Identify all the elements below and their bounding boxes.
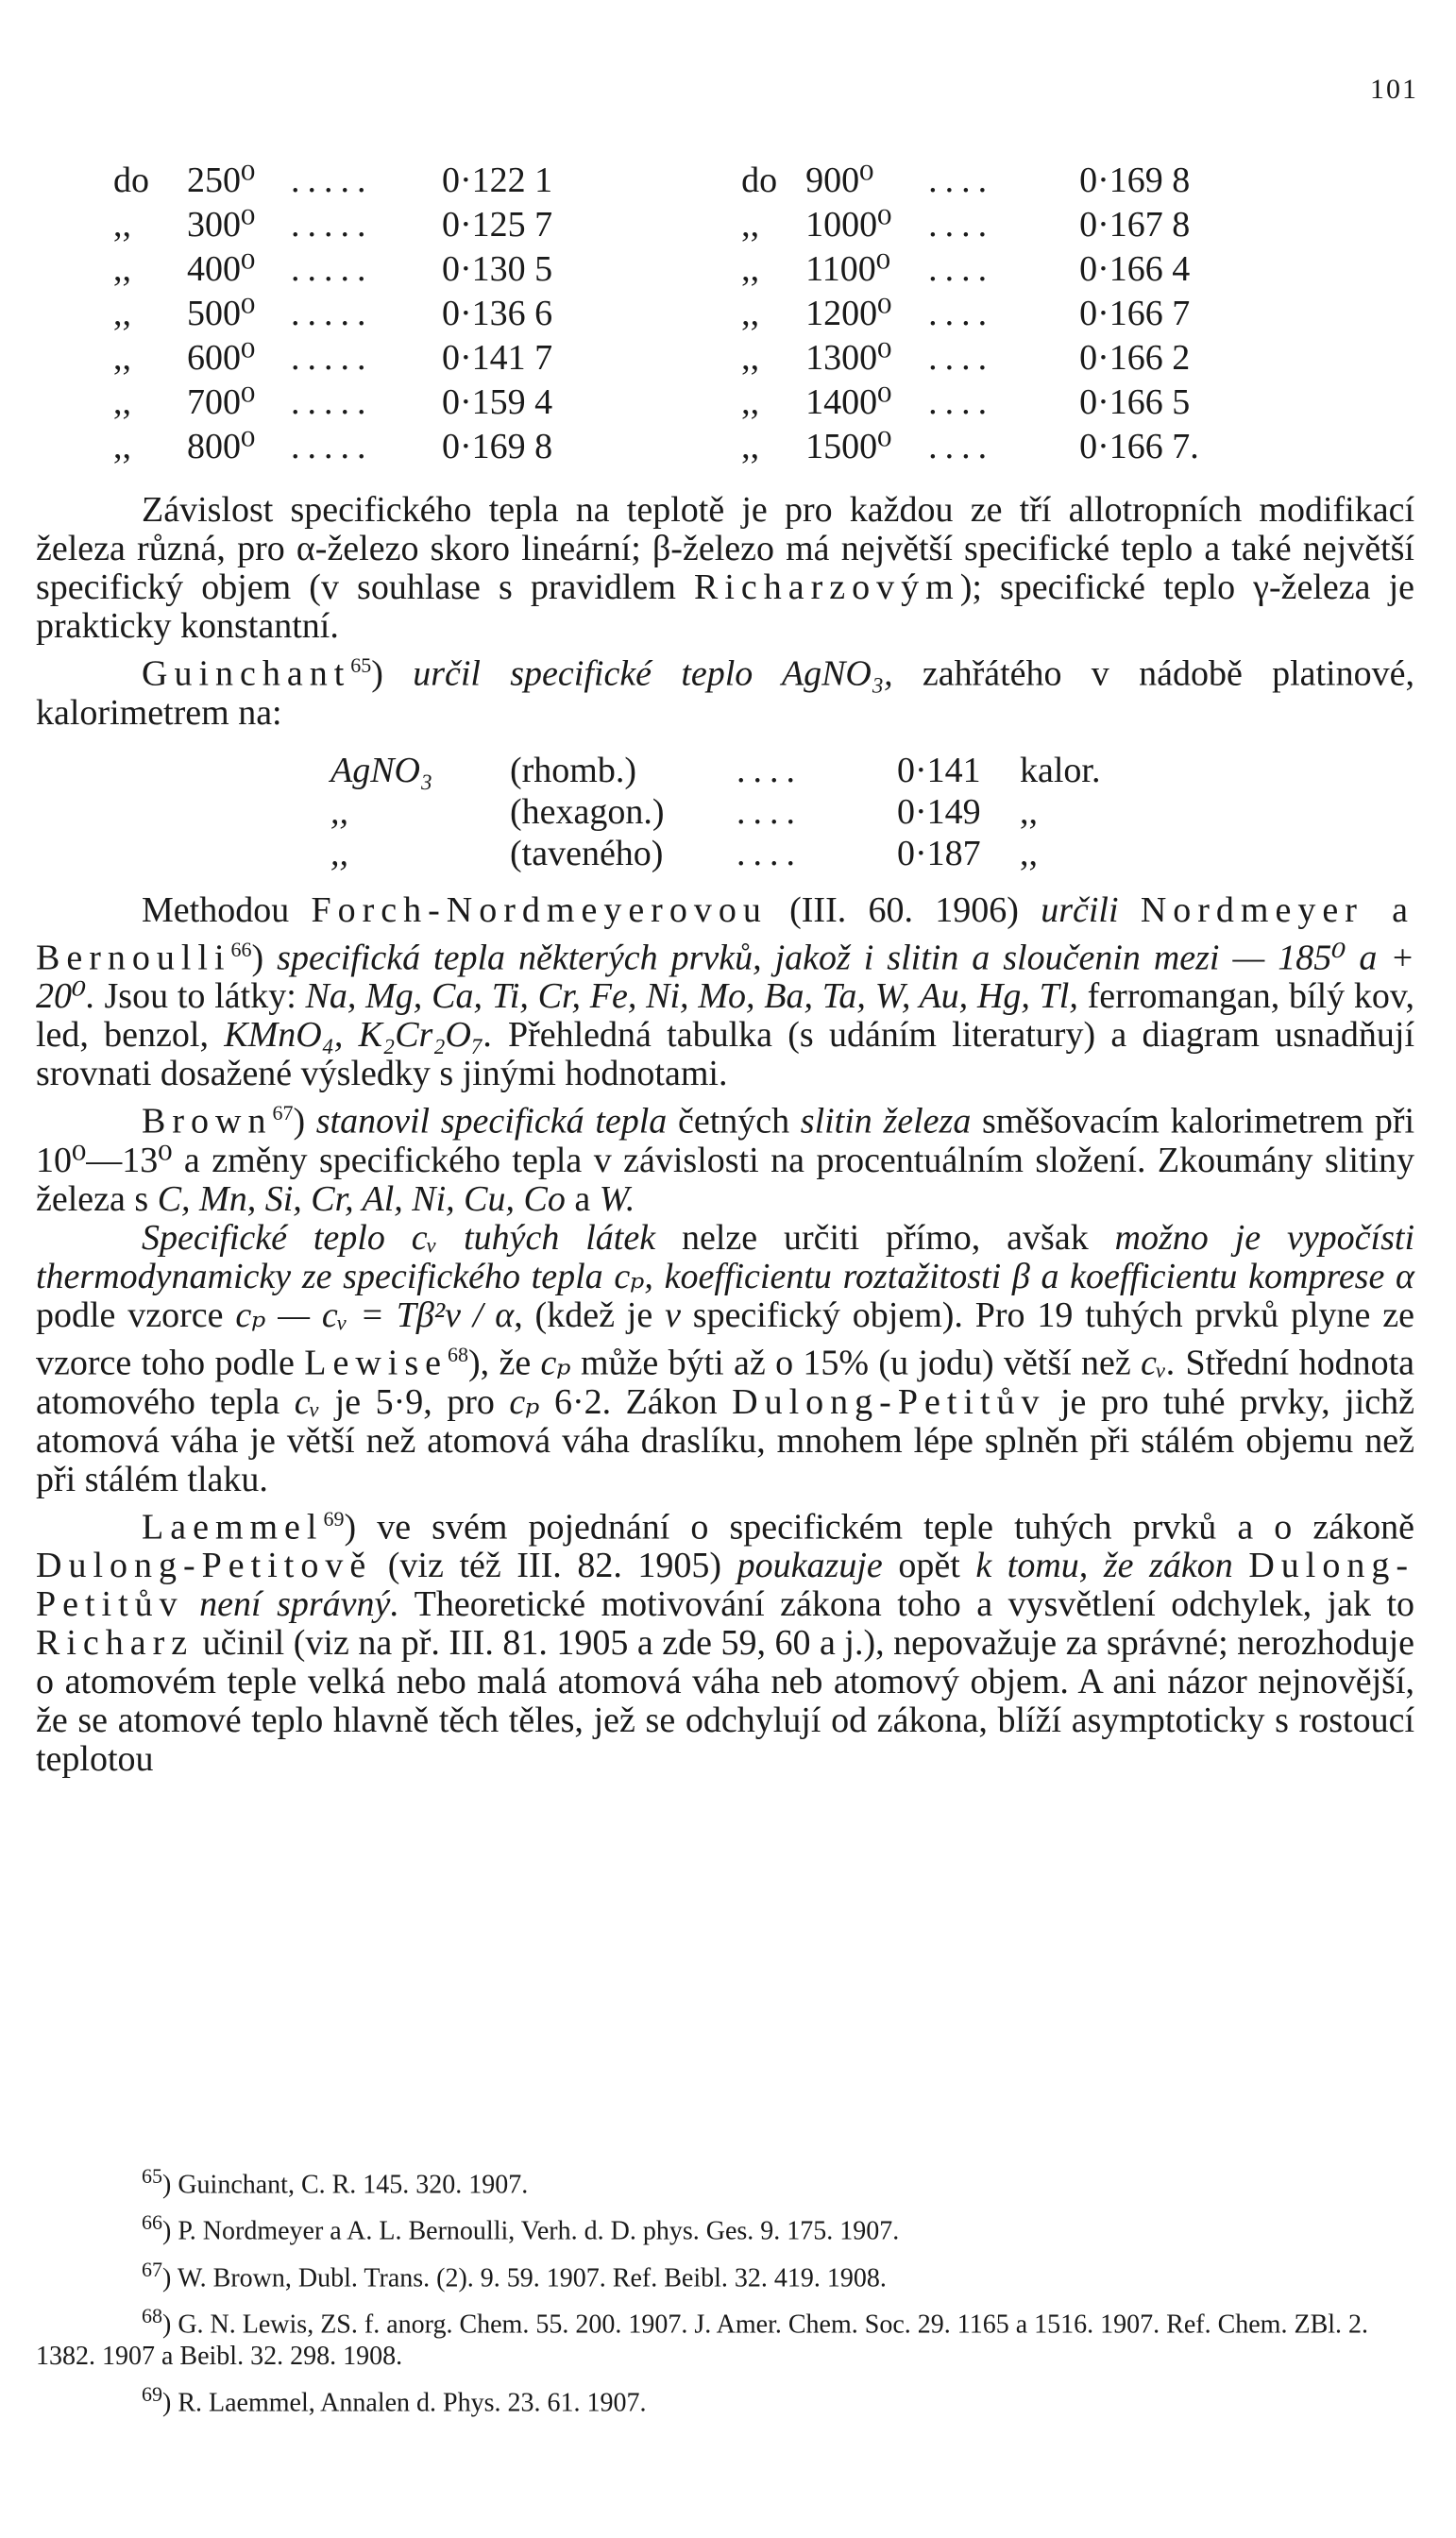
table-left-column (113, 159, 552, 469)
text-span: Theoretické motivování zákona toho a vysvětlení odchylek, jak to (398, 1584, 1415, 1625)
table-row (741, 159, 1199, 203)
paragraph-brown (36, 1093, 1414, 1219)
row-prefix: ,, (113, 382, 131, 422)
emphasis-text: určili (1041, 889, 1119, 930)
footnote-number: 66 (142, 2210, 162, 2235)
agno3-table (330, 750, 1414, 874)
table-row (113, 336, 552, 381)
row-dots: ..... (291, 338, 374, 378)
footnote-text: ) P. Nordmeyer a A. L. Bernoulli, Verh. d. D. phys. Ges. 9. 175. 1907. (162, 2216, 900, 2246)
emphasis-text: cₚ (509, 1381, 540, 1422)
emphasis-text: Specifické teplo cᵥ tuhých látek (142, 1217, 656, 1258)
footnote-text: ) Guinchant, C. R. 145. 320. 1907. (162, 2170, 529, 2200)
table-row (330, 750, 1414, 791)
text-span: je pro tuhé prvky, jichž atomová váha je větší než atomová váha draslíku, mnohem lépe splněn při stálém objemu než při stálém tlaku. (36, 1381, 1414, 1499)
table-row (330, 791, 1414, 833)
modification: (hexagon.) (510, 791, 665, 832)
row-dots: ..... (291, 249, 374, 289)
row-value: 0·122 1 (442, 161, 553, 200)
table-row (741, 203, 1199, 247)
text-span: a (565, 1178, 600, 1219)
text-span: ) (293, 1101, 316, 1142)
emphasis-text: KMnO₄, K₂Cr₂O₇. (224, 1015, 493, 1056)
row-value: 0·149 (897, 791, 981, 832)
table-row (741, 425, 1199, 469)
footnote (36, 2160, 1414, 2201)
text-span (184, 1584, 199, 1624)
table-row (113, 203, 552, 247)
text-span: zahřátého v nádobě platinové, kalorimetrem na: (36, 653, 1414, 733)
row-dots: ..... (291, 294, 374, 333)
table-row (741, 247, 1199, 292)
text-span: Přehledná tabulka (s udáním literatury) a diagram usnadňují srovnati dosažené výsledky s jinými hodnotami. (36, 1015, 1415, 1094)
footnote (36, 2254, 1414, 2294)
row-prefix: ,, (113, 338, 131, 378)
paragraph-laemmel (36, 1499, 1414, 1780)
emphasis-text: k tomu, že zákon (975, 1546, 1233, 1586)
emphasis-text: v (665, 1294, 681, 1335)
footnote-text: ) R. Laemmel, Annalen d. Phys. 23. 61. 1907. (162, 2388, 647, 2418)
text-span: , (kdež je (514, 1294, 666, 1335)
row-temperature: 1100⁰ (805, 249, 890, 289)
text-span: ferromangan, bílý kov, led, benzol, (36, 976, 1414, 1056)
formula: cₚ — cᵥ = Tβ²v / α (235, 1294, 515, 1335)
footnote (36, 2207, 1414, 2247)
emphasis-text: C, Mn, Si, Cr, Al, Ni, Cu, Co (157, 1178, 566, 1219)
row-temperature: 250⁰ (187, 161, 256, 200)
row-prefix: ,, (113, 294, 131, 333)
emphasis-text: není správný. (199, 1584, 399, 1625)
text-span: ) (251, 938, 278, 978)
row-value: 0·166 7. (1079, 427, 1199, 466)
table-row (741, 336, 1199, 381)
text-span: Střední hodnota atomového tepla (36, 1343, 1414, 1422)
text-span: ) (371, 653, 414, 694)
row-prefix: ,, (113, 205, 131, 245)
emphasis-text: W. (599, 1178, 635, 1219)
paragraph-iron-allotropes (36, 491, 1414, 646)
author-name: Brown (142, 1101, 273, 1142)
row-prefix: ,, (741, 338, 760, 378)
footnote-text: ) G. N. Lewis, ZS. f. anorg. Chem. 55. 200. 1907. J. Amer. Chem. Soc. 29. 1165 a 1516. 1907. Ref. Chem. ZBl. 2. 1382. 1907 a Beibl. 32. 298. 1908. (36, 2310, 1369, 2372)
modification: (rhomb.) (510, 750, 637, 790)
emphasis-text: slitin železa (800, 1101, 972, 1142)
text-span: specifický objem). Pro 19 tuhých prvků plyne ze vzorce toho podle (36, 1294, 1414, 1383)
paragraph-guinchant (36, 646, 1414, 733)
row-value: 0·141 7 (442, 338, 553, 378)
text-span: četných (667, 1101, 801, 1142)
row-value: 0·166 2 (1079, 338, 1191, 378)
row-value: 0·125 7 (442, 205, 553, 245)
row-temperature: 1500⁰ (805, 427, 892, 466)
row-dots: .... (736, 750, 803, 790)
text-span: směšovacím kalorimetrem při 10⁰—13⁰ a změny specifického tepla v závislosti na procentuálním složení. Zkoumány slitiny železa s (36, 1101, 1415, 1219)
footnote-ref: 65 (350, 653, 372, 677)
footnote-ref: 67 (272, 1101, 294, 1125)
emphasis-text: poukazuje (736, 1546, 883, 1586)
footnotes (36, 2160, 1414, 2426)
table-row (113, 381, 552, 425)
text-span: Závislost specifického tepla na teplotě je pro každou ze tří allotropních modifikací železa různá, pro α-železo skoro lineární; β-železo má největší specifické teplo a také největší specifický objem (v souhlase s pravidlem (36, 490, 1414, 607)
row-dots: .... (928, 338, 995, 378)
row-temperature: 1200⁰ (805, 294, 892, 333)
row-prefix: ,, (113, 427, 131, 466)
footnote-number: 67 (142, 2257, 162, 2281)
footnote-text: ) W. Brown, Dubl. Trans. (2). 9. 59. 1907. Ref. Beibl. 32. 419. 1908. (162, 2262, 887, 2293)
text-span: Methodou (142, 889, 312, 930)
table-row (330, 833, 1414, 874)
row-value: 0·187 (897, 833, 981, 873)
paragraph-nordmeyer (36, 891, 1414, 1094)
emphasis-text: specifická tepla některých prvků, jakož i slitin a sloučenin mezi — 185⁰ a + 20⁰. (36, 938, 1414, 1017)
row-value: 0·159 4 (442, 382, 553, 422)
row-value: 0·166 7 (1079, 294, 1191, 333)
row-temperature: 1300⁰ (805, 338, 892, 378)
table-right-column (741, 159, 1199, 469)
text-span: (III. 60. 1906) (767, 889, 1041, 930)
row-dots: .... (928, 294, 995, 333)
author-name: Dulong-Petitův (36, 1546, 1414, 1625)
text-span: může býti až o 15% (u jodu) větší než (570, 1343, 1142, 1383)
author-name: Laemmel (142, 1507, 324, 1548)
row-dots: ..... (291, 427, 374, 466)
row-prefix: do (741, 161, 778, 200)
table-row (113, 292, 552, 336)
footnote-ref: 69 (323, 1506, 345, 1531)
paragraph-specific-heat-cv (36, 1219, 1414, 1499)
emphasis-text: stanovil specifická tepla (315, 1101, 668, 1142)
footnote (36, 2300, 1414, 2373)
author-name: Richarzovým (693, 567, 960, 607)
table-row (741, 381, 1199, 425)
text-span: opět (882, 1546, 976, 1586)
row-temperature: 700⁰ (187, 382, 256, 422)
emphasis-text: cᵥ. (1141, 1343, 1177, 1383)
row-prefix: ,, (741, 427, 760, 466)
compound: ,, (330, 791, 348, 832)
row-value: 0·169 8 (1079, 161, 1191, 200)
footnote-ref: 68 (447, 1342, 468, 1366)
row-dots: .... (928, 249, 995, 289)
row-dots: .... (928, 205, 995, 245)
text-span: učinil (viz na př. III. 81. 1905 a zde 59, 60 a j.), nepovažuje za správné; nerozhoduje o atomovém teple velká nebo malá atomová váha neb atomový objem. A ani názor nejnovější, že se atomové teplo hlavně těch těles, jež se odchylují od zákona, blíží asymptoticky s rostoucí teplotou (36, 1623, 1414, 1780)
row-dots: ..... (291, 161, 374, 200)
footnote-number: 69 (142, 2382, 162, 2407)
row-unit: kalor. (1020, 750, 1101, 790)
row-value: 0·141 (897, 750, 981, 790)
text-span: ) ve svém pojednání o specifickém teple tuhých prvků a o zákoně (344, 1507, 1414, 1548)
text-span: podle vzorce (36, 1294, 236, 1335)
author-name: Richarz (36, 1623, 195, 1664)
row-dots: .... (928, 161, 995, 200)
row-dots: .... (736, 833, 803, 873)
row-value: 0·166 4 (1079, 249, 1191, 289)
table-row (113, 247, 552, 292)
row-temperature: 400⁰ (187, 249, 256, 289)
emphasis-text: cₚ (540, 1343, 571, 1383)
row-prefix: ,, (741, 294, 760, 333)
row-dots: .... (928, 427, 995, 466)
text-span: je 5·9, pro (320, 1381, 510, 1422)
text-span: ); specifické teplo γ-železa je prakticky konstantní. (36, 567, 1414, 646)
row-dots: .... (928, 382, 995, 422)
row-prefix: ,, (741, 205, 760, 245)
text-span: Jsou to látky: (94, 976, 306, 1017)
text-span: 6·2. Zákon (539, 1381, 733, 1422)
row-prefix: ,, (113, 249, 131, 289)
author-name: Nordmeyer a Bernoulli (36, 889, 1414, 978)
author-name: Dulong-Petitově (36, 1546, 373, 1586)
body-text (36, 491, 1414, 1779)
table-row (113, 159, 552, 203)
compound: AgNO₃ (330, 750, 433, 790)
emphasis-text: určil specifické teplo AgNO₃, (413, 653, 893, 694)
row-value: 0·130 5 (442, 249, 553, 289)
row-dots: .... (736, 791, 803, 832)
footnote (36, 2378, 1414, 2419)
row-prefix: ,, (741, 249, 760, 289)
footnote-number: 68 (142, 2303, 162, 2327)
author-name: Forch-Nordmeyerovou (311, 889, 768, 930)
row-value: 0·169 8 (442, 427, 553, 466)
row-dots: ..... (291, 205, 374, 245)
row-temperature: 900⁰ (805, 161, 874, 200)
table-row (741, 292, 1199, 336)
footnote-ref: 66 (230, 937, 252, 961)
modification: (taveného) (510, 833, 664, 873)
table-row (113, 425, 552, 469)
row-value: 0·167 8 (1079, 205, 1191, 245)
emphasis-text: cᵥ (294, 1381, 321, 1422)
emphasis-text: Na, Mg, Ca, Ti, Cr, Fe, Ni, Mo, Ba, Ta, W, Au, Hg, Tl, (305, 976, 1078, 1017)
row-unit: ,, (1020, 791, 1038, 832)
row-unit: ,, (1020, 833, 1038, 873)
row-temperature: 800⁰ (187, 427, 256, 466)
row-prefix: do (113, 161, 149, 200)
row-value: 0·136 6 (442, 294, 553, 333)
text-span (1233, 1546, 1249, 1585)
author-name: Guinchant (142, 653, 351, 694)
compound: ,, (330, 833, 348, 873)
author-name: Lewise (304, 1343, 448, 1383)
text-span: nelze určiti přímo, avšak (655, 1217, 1115, 1258)
row-temperature: 1000⁰ (805, 205, 892, 245)
row-temperature: 600⁰ (187, 338, 256, 378)
row-value: 0·166 5 (1079, 382, 1191, 422)
row-temperature: 300⁰ (187, 205, 256, 245)
text-span: (viz též III. 82. 1905) (372, 1546, 737, 1586)
row-temperature: 500⁰ (187, 294, 256, 333)
author-name: Dulong-Petitův (732, 1381, 1046, 1422)
emphasis-text: možno je vypočísti thermodynamicky ze specifického tepla cₚ, koefficientu roztažitosti β a koefficientu komprese α (36, 1217, 1415, 1296)
specific-heat-iron-table (113, 159, 1379, 469)
page-number: 101 (1370, 74, 1418, 105)
footnote-number: 65 (142, 2164, 162, 2188)
row-temperature: 1400⁰ (805, 382, 892, 422)
row-dots: ..... (291, 382, 374, 422)
row-prefix: ,, (741, 382, 760, 422)
text-span: ), že (467, 1343, 541, 1383)
